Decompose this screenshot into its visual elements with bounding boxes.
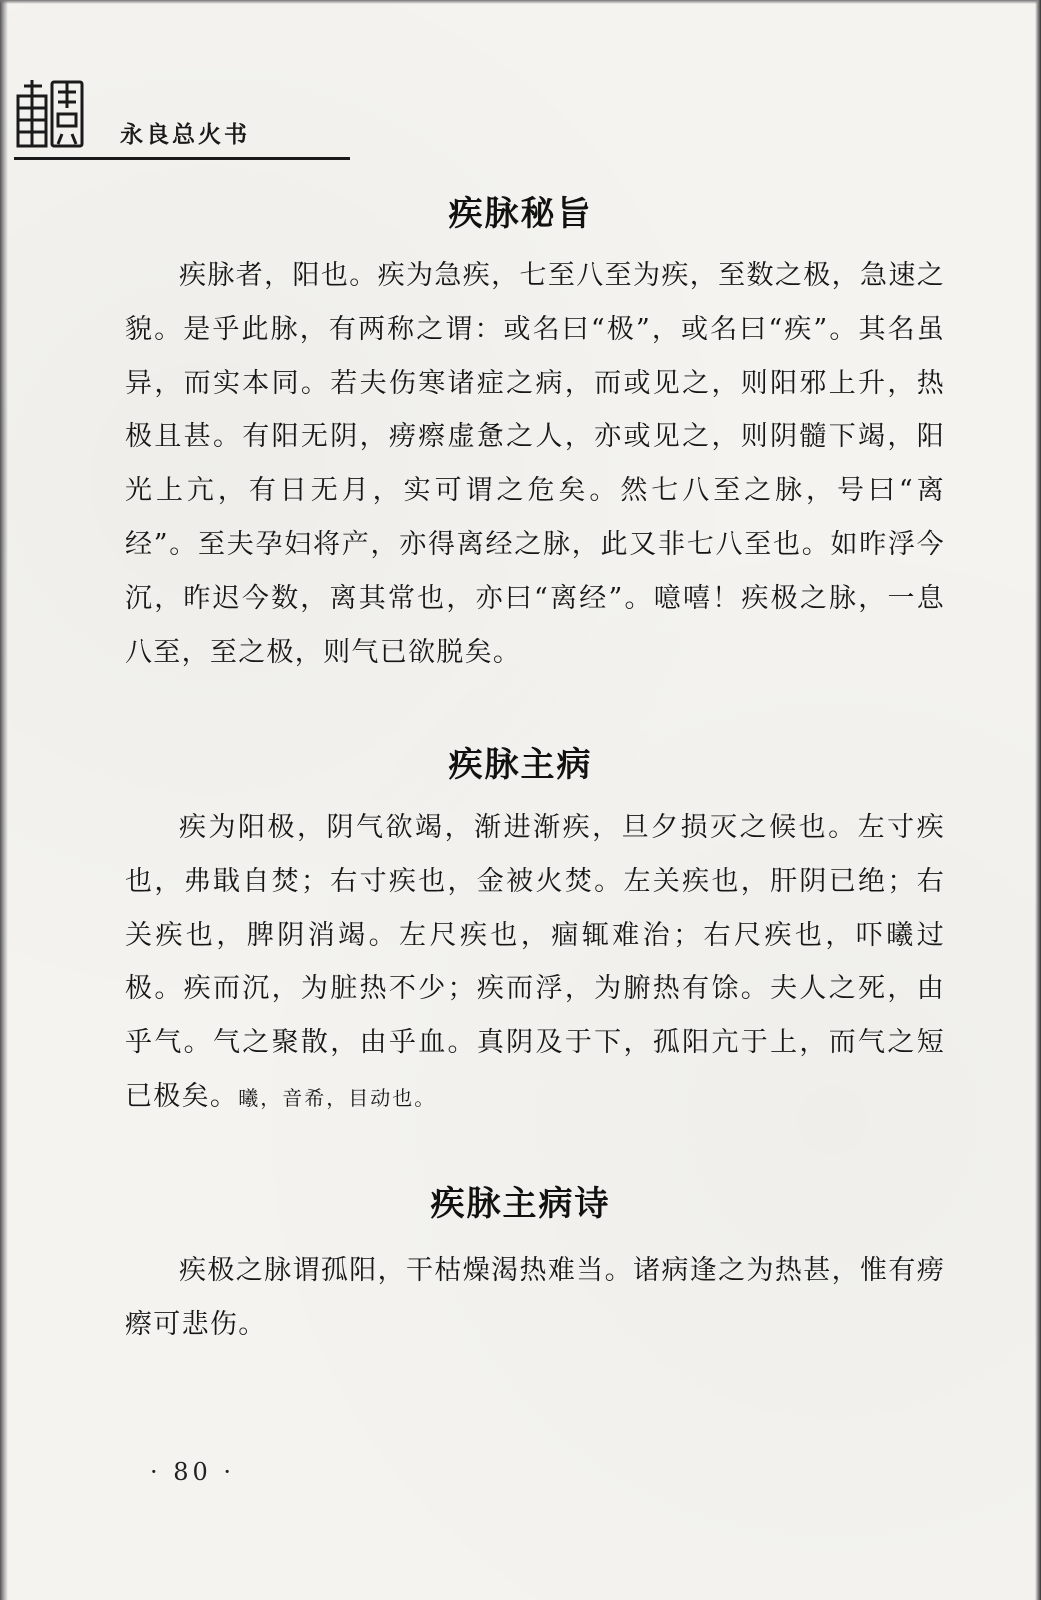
section-paragraph: 疾极之脉谓孤阳，干枯燥渴热难当。诸病逢之为热甚，惟有痨瘵可悲伤。 [125,1255,945,1340]
scan-right-edge [1035,0,1041,1600]
annotation-note: 曦，音希，目动也。 [238,1085,437,1110]
section-title: 疾脉主病 [448,745,593,785]
scan-top-edge [0,0,1041,4]
section-paragraph: 疾脉者，阳也。疾为急疾，七至八至为疾，至数之极，急速之貌。是乎此脉，有两称之谓：或名曰“极”，或名曰“疾”。其名虽异，而实本同。若夫伤寒诸症之病，而或见之，则阳邪上升，热极且甚。有阳无阴，痨瘵虚惫之人，亦或见之，则阴髓下竭，阳光上亢，有日无月，实可谓之危矣。然七八至之脉，号曰“离经”。至夫孕妇将产，亦得离经之脉，此又非七八至也。如昨浮今沉，昨迟今数，离其常也，亦曰“离经”。噫嘻！疾极之脉，一息八至，至之极，则气已欲脱矣。 [125,260,945,668]
section-title: 疾脉秘旨 [448,194,593,234]
scan-left-edge [0,0,8,1600]
header-rule [14,157,350,160]
section-paragraph [125,801,945,1126]
book-title: 永良总火书 [120,122,250,148]
section-title: 疾脉主病诗 [430,1184,611,1224]
paragraph-text: 疾为阳极，阴气欲竭，渐进渐疾，旦夕损灭之候也。左寸疾也，弗戢自焚；右寸疾也，金被火焚。左关疾也，肝阴已绝；右关疾也，脾阴消竭。左尺疾也，痼辄难治；右尺疾也，吓曦过极。疾而沉，为脏热不少；疾而浮，为腑热有馀。夫人之死，由乎气。气之聚散，由乎血。真阴及于下，孤阳亢于上，而气之短已极矣。 [125,812,945,1112]
seal-logo-icon [14,78,86,150]
page-number: · 80 · [150,1458,236,1486]
